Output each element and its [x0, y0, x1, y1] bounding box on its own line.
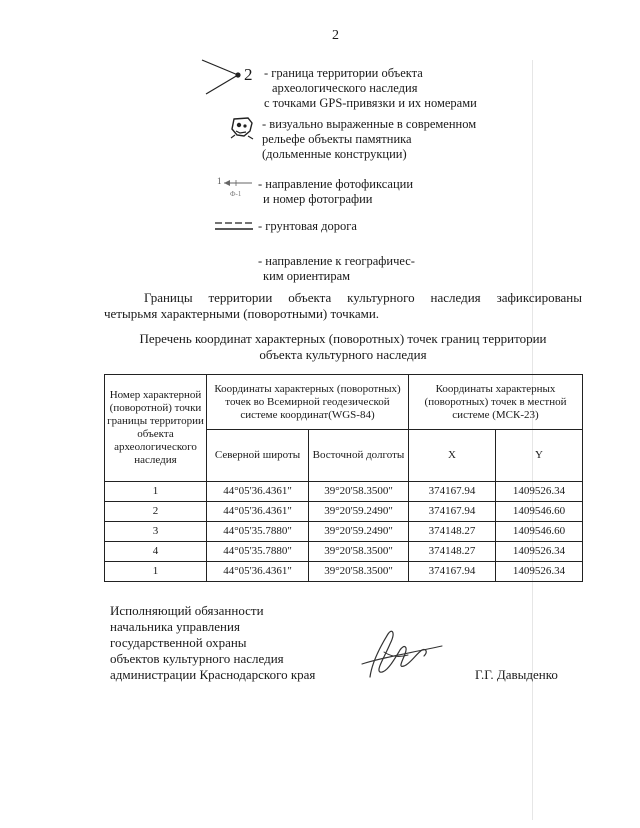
cell-longitude: 39°20'59.2490" — [309, 522, 409, 542]
cell-x: 374167.94 — [409, 482, 496, 502]
page-number: 2 — [332, 28, 339, 43]
coordinates-table — [104, 374, 583, 582]
signatory-name: Г.Г. Давыденко — [475, 667, 558, 682]
cell-longitude: 39°20'58.3500" — [309, 562, 409, 582]
header-msk: Координаты характерных (поворотных) точек в местной системе (МСК-23) — [409, 375, 583, 430]
paragraph-line: Границы территории объекта культурного наследия зафиксированы — [144, 290, 582, 305]
header-y: Y — [496, 430, 583, 482]
legend-boundary-text — [264, 66, 477, 111]
table-header-row — [105, 375, 583, 430]
legend-line: - граница территории объекта — [264, 66, 423, 80]
boundary-point-number: 2 — [244, 65, 253, 84]
cell-latitude: 44°05'35.7880" — [207, 522, 309, 542]
signatory-title-line: объектов культурного наследия — [110, 651, 284, 666]
cell-y: 1409526.34 — [496, 482, 583, 502]
cell-latitude: 44°05'36.4361" — [207, 562, 309, 582]
cell-x: 374148.27 — [409, 542, 496, 562]
table-row — [105, 482, 583, 502]
legend-line: - направление фотофиксации — [258, 177, 414, 191]
cell-x: 374148.27 — [409, 522, 496, 542]
cell-latitude: 44°05'36.4361" — [207, 502, 309, 522]
dirt-road-icon — [214, 220, 254, 232]
header-wgs: Координаты характерных (поворотных) точек во Всемирной геодезической системе координат(WGS-84) — [207, 375, 409, 430]
cell-y: 1409546.60 — [496, 522, 583, 542]
cell-x: 374167.94 — [409, 502, 496, 522]
legend-line: - направление к географичес- — [258, 254, 415, 268]
legend-line: (дольменные конструкции) — [262, 147, 407, 161]
cell-point: 1 — [105, 482, 207, 502]
cell-latitude: 44°05'35.7880" — [207, 542, 309, 562]
table-row — [105, 522, 583, 542]
cell-x: 374167.94 — [409, 562, 496, 582]
table-title-line: Перечень координат характерных (поворотных) точек границ территории — [139, 331, 547, 346]
header-x: X — [409, 430, 496, 482]
header-point-number: Номер характерной (поворотной) точки границы территории объекта археологического наследия — [105, 375, 207, 482]
signatory-title-line: начальника управления — [110, 619, 240, 634]
cell-point: 4 — [105, 542, 207, 562]
header-longitude: Восточной долготы — [309, 430, 409, 482]
cell-latitude: 44°05'36.4361" — [207, 482, 309, 502]
cell-point: 3 — [105, 522, 207, 542]
legend-line: с точками GPS-привязки и их номерами — [264, 96, 477, 110]
landmark-direction-icon — [222, 256, 252, 266]
legend-road-text: - грунтовая дорога — [258, 219, 357, 233]
signatory-title-line: администрации Краснодарского края — [110, 667, 316, 682]
legend-line: и номер фотографии — [263, 192, 373, 206]
table-title-line: объекта культурного наследия — [259, 347, 427, 362]
cell-y: 1409526.34 — [496, 542, 583, 562]
cell-point: 2 — [105, 502, 207, 522]
legend-landmark-text — [258, 254, 415, 284]
cell-longitude: 39°20'58.3500" — [309, 482, 409, 502]
photo-marker-sublabel: Ф-1 — [230, 190, 242, 198]
table-row — [105, 562, 583, 582]
cell-y: 1409526.34 — [496, 562, 583, 582]
dolmen-icon — [228, 114, 256, 142]
cell-point: 1 — [105, 562, 207, 582]
header-latitude: Северной широты — [207, 430, 309, 482]
legend-line: археологического наследия — [272, 81, 418, 95]
table-title — [104, 331, 582, 363]
signatory-title-line: государственной охраны — [110, 635, 247, 650]
legend-line: рельефе объекты памятника — [262, 132, 412, 146]
cell-longitude: 39°20'58.3500" — [309, 542, 409, 562]
handwritten-signature — [350, 622, 450, 692]
signatory-title — [110, 603, 315, 683]
cell-longitude: 39°20'59.2490" — [309, 502, 409, 522]
legend-line: - визуально выраженные в современном — [262, 117, 477, 131]
signatory-title-line: Исполняющий обязанности — [110, 603, 264, 618]
cell-y: 1409546.60 — [496, 502, 583, 522]
legend-photo-text — [258, 177, 413, 207]
boundary-paragraph — [104, 290, 582, 322]
photo-direction-icon — [222, 178, 256, 188]
legend-dolmen-text — [262, 117, 476, 162]
legend-line: ким ориентирам — [263, 269, 351, 283]
paragraph-line: четырьмя характерными (поворотными) точками. — [104, 306, 380, 321]
table-row — [105, 502, 583, 522]
table-row — [105, 542, 583, 562]
photo-marker-number: 1 — [217, 176, 222, 186]
